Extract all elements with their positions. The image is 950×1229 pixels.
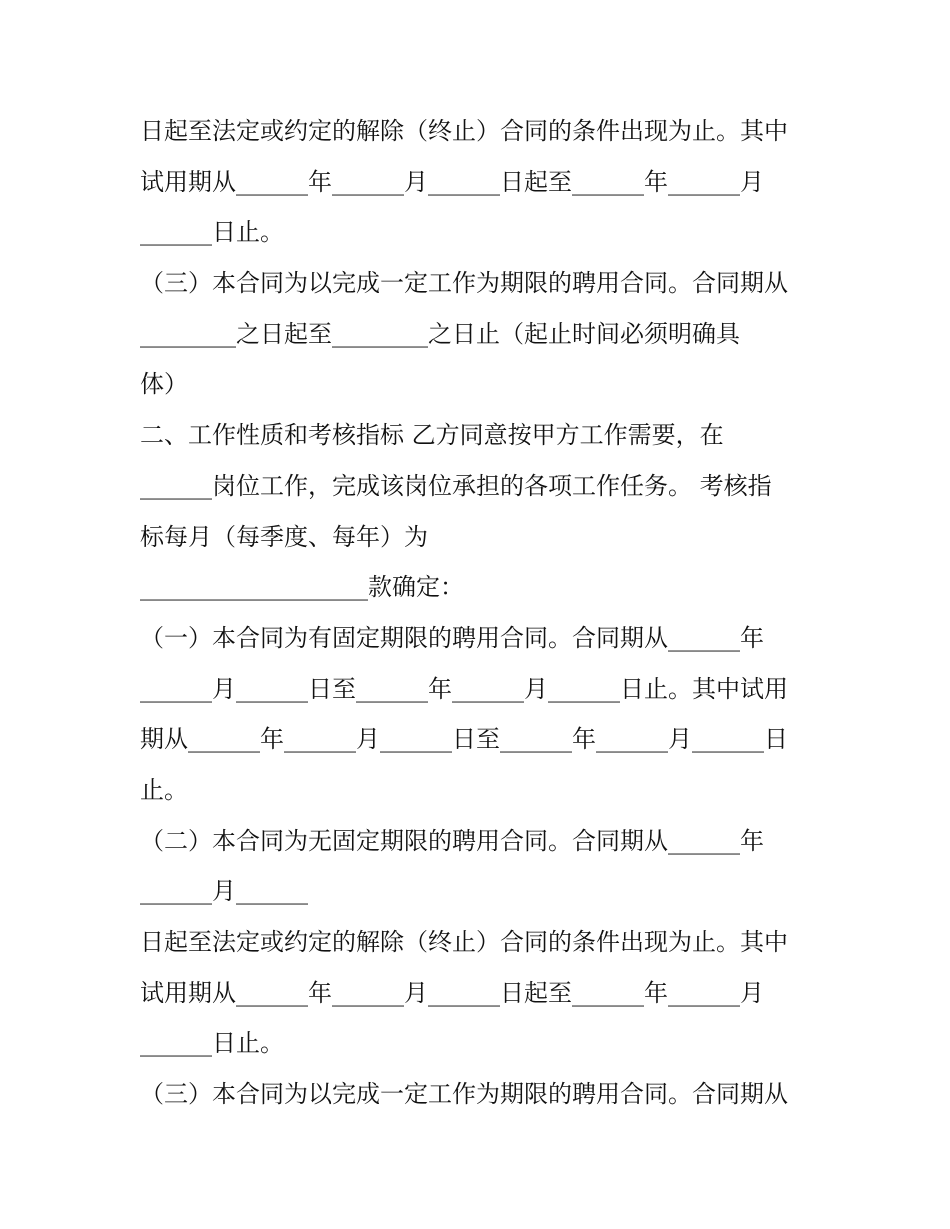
text-line: 体）: [140, 370, 188, 399]
text-line: ______日止。: [140, 1029, 284, 1058]
text-line: （二）本合同为无固定期限的聘用合同。合同期从______年: [140, 826, 764, 855]
text-line: 试用期从______年______月______日起至______年______月: [140, 167, 764, 196]
text-line: ________之日起至________之日止（起止时间必须明确具: [140, 319, 740, 348]
document-body: [140, 106, 830, 1120]
text-line: （三）本合同为以完成一定工作为期限的聘用合同。合同期从: [140, 1080, 788, 1109]
text-line: （三）本合同为以完成一定工作为期限的聘用合同。合同期从: [140, 269, 788, 298]
text-line: 试用期从______年______月______日起至______年______月: [140, 978, 764, 1007]
text-line: 止。: [140, 775, 188, 804]
text-line: 日起至法定或约定的解除（终止）合同的条件出现为止。其中: [140, 117, 788, 145]
text-line: 二、工作性质和考核指标 乙方同意按甲方工作需要，在: [140, 421, 724, 450]
text-line: （一）本合同为有固定期限的聘用合同。合同期从______年: [140, 623, 764, 652]
text-line: ______月______日至______年______月______日止。其中试用: [140, 674, 788, 703]
text-line: 标每月（每季度、每年）为: [140, 522, 428, 551]
text-line: ______日止。: [140, 218, 284, 247]
text-line: ___________________款确定：: [140, 573, 464, 602]
text-line: 日起至法定或约定的解除（终止）合同的条件出现为止。其中: [140, 928, 788, 956]
text-line: ______月______: [140, 877, 308, 906]
text-line: 期从______年______月______日至______年______月______日: [140, 725, 788, 754]
text-line: ______岗位工作，完成该岗位承担的各项工作任务。 考核指: [140, 471, 772, 500]
